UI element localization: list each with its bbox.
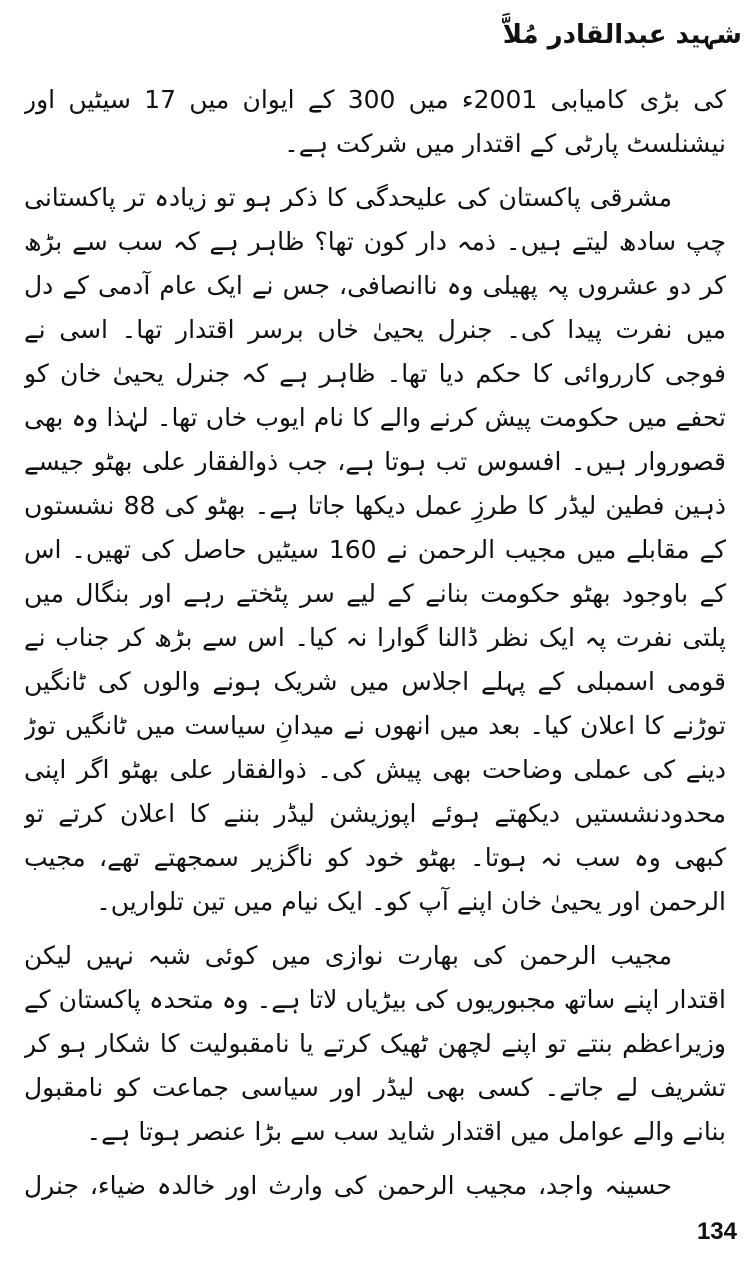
paragraph: مجیب الرحمن کی بھارت نوازی میں کوئی شبہ نہیں لیکن اقتدار اپنے ساتھ مجبوریوں کی بیڑیاں لاتا ہے۔ وہ متحدہ پاکستان کے وزیراعظم بنتے تو اپنے لچھن ٹھیک کرتے یا نامقبولیت کا شکار ہو کر تشریف لے جاتے۔ کسی بھی لیڈر اور سیاسی جماعت کو نامقبول بنانے والے عوامل میں اقتدار شاید سب سے بڑا عنصر ہوتا ہے۔ — [24, 941, 726, 1146]
paragraph: مشرقی پاکستان کی علیحدگی کا ذکر ہو تو زیادہ تر پاکستانی چپ سادھ لیتے ہیں۔ ذمہ دار کون تھا؟ ظاہر ہے کہ سب سے بڑھ کر دو عشروں پہ پھیلی وہ ناانصافی، جس نے ایک عام آدمی کے دل میں نفرت پیدا کی۔ جنرل یحییٰ خاں برسر اقتدار تھا۔ اسی نے فوجی کارروائی کا حکم دیا تھا۔ ظاہر ہے کہ جنرل یحییٰ خان کو تحفے میں حکومت پیش کرنے والے کا نام ایوب خاں تھا۔ لہٰذا وہ بھی قصوروار ہیں۔ افسوس تب ہوتا ہے، جب ذوالفقار علی بھٹو جیسے ذہین فطین لیڈر کا طرزِ عمل دیکھا جاتا ہے۔ بھٹو کی 88 نشستوں کے مقابلے میں مجیب الرحمن نے 160 سیٹیں حاصل کی تھیں۔ اس کے باوجود بھٹو حکومت بنانے کے لیے سر پٹختے رہے اور بنگال میں پلتی نفرت پہ ایک نظر ڈالنا گوارا نہ کیا۔ اس سے بڑھ کر جناب نے قومی اسمبلی کے پہلے اجلاس میں شریک ہونے والوں کی ٹانگیں توڑنے کا اعلان کیا۔ بعد میں انھوں نے میدانِ سیاست میں ٹانگیں توڑ دینے کی عملی وضاحت بھی پیش کی۔ ذوالفقار علی بھٹو اگر اپنی محدودنشستیں دیکھتے ہوئے اپوزیشن لیڈر بننے کا اعلان کرتے تو کبھی وہ سب نہ ہوتا۔ بھٹو خود کو ناگزیر سمجھتے تھے، مجیب الرحمن اور یحییٰ خان اپنے آپ کو۔ ایک نیام میں تین تلواریں۔ — [24, 183, 726, 916]
paragraph: حسینہ واجد، مجیب الرحمن کی وارث اور خالدہ ضیاء، جنرل — [24, 1171, 672, 1200]
paragraph-continued: کی بڑی کامیابی 2001ء میں 300 کے ایوان میں 17 سیٹیں اور نیشنلسٹ پارٹی کے اقتدار میں شرکت ہے۔ — [24, 85, 726, 158]
body-text — [24, 78, 726, 1208]
page-number: 134 — [696, 1218, 737, 1245]
running-head: شہید عبدالقادر مُلاَّ — [502, 20, 742, 50]
